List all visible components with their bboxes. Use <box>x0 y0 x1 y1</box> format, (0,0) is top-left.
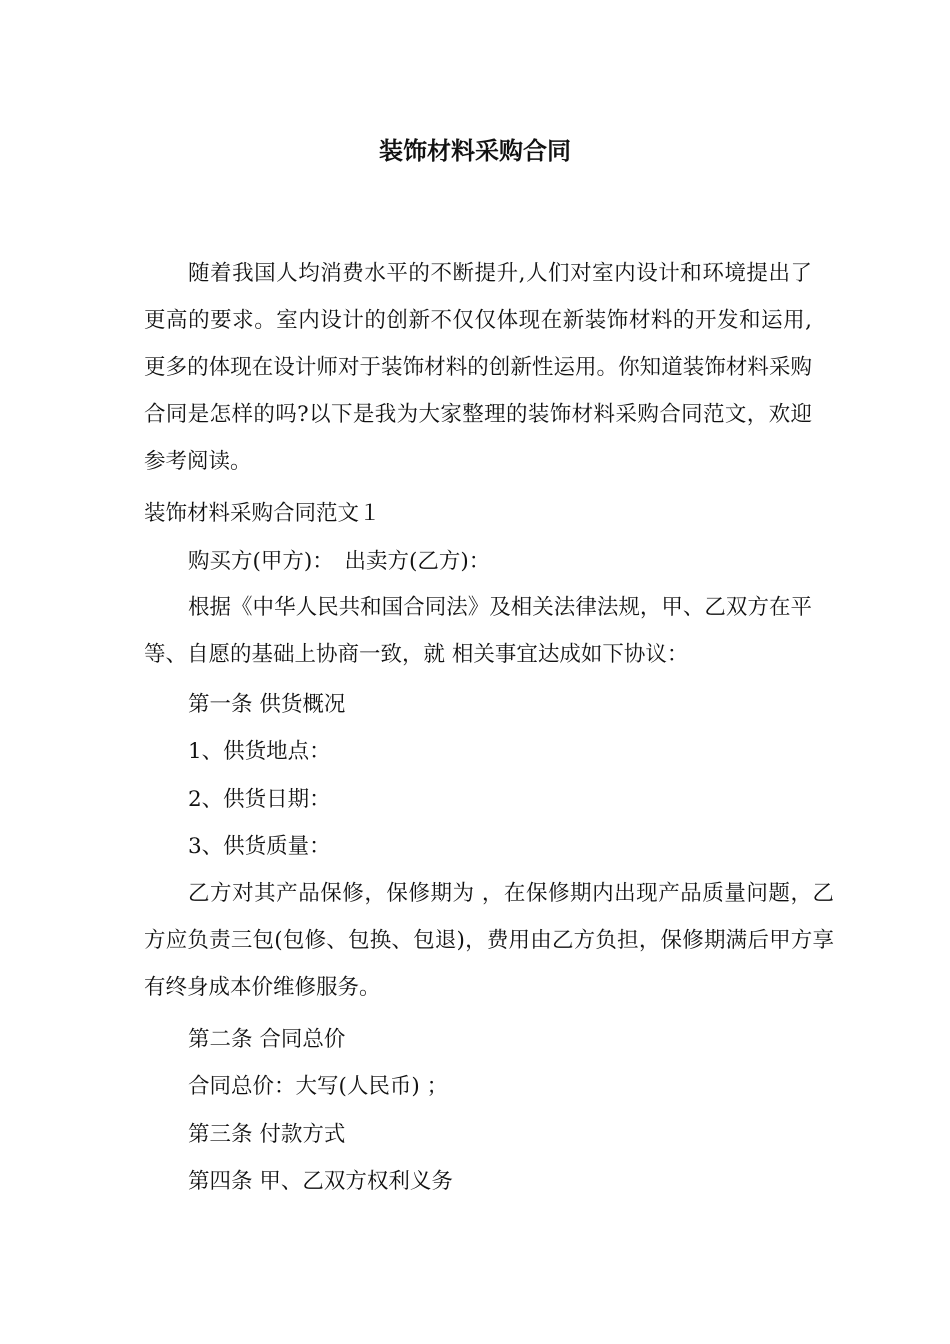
article-3-title: 第三条 付款方式 <box>188 1122 346 1147</box>
total-price-line: 合同总价：大写(人民币) ； <box>188 1074 449 1099</box>
warranty-paragraph: 乙方对其产品保修，保修期为 ，在保修期内出现产品质量问题，乙方应负责三包(包修、包换、包退)，费用由乙方负担，保修期满后甲方享有终身成本价维修服务。 <box>144 881 834 1000</box>
sample-heading: 装饰材料采购合同范文１ <box>144 501 381 526</box>
intro-paragraph: 随着我国人均消费水平的不断提升,人们对室内设计和环境提出了更高的要求。室内设计的创新不仅仅体现在新装饰材料的开发和运用,更多的体现在设计师对于装饰材料的创新性运用。你知道装饰材料采购合同是怎样的吗?以下是我为大家整理的装饰材料采购合同范文，欢迎参考阅读。 <box>144 261 812 474</box>
preamble-paragraph: 根据《中华人民共和国合同法》及相关法律法规，甲、乙双方在平等、自愿的基础上协商一致，就 相关事宜达成如下协议： <box>144 595 812 667</box>
supply-location-item: 1、供货地点： <box>188 739 331 764</box>
article-1-title: 第一条 供货概况 <box>188 692 346 717</box>
article-2-title: 第二条 合同总价 <box>188 1027 346 1052</box>
document-title: 装饰材料采购合同 <box>379 137 571 165</box>
article-4-title: 第四条 甲、乙双方权利义务 <box>188 1169 453 1194</box>
supply-date-item: 2、供货日期： <box>188 787 331 812</box>
parties-line: 购买方(甲方)： 出卖方(乙方)： <box>188 549 491 574</box>
supply-quality-item: 3、供货质量： <box>188 834 331 859</box>
